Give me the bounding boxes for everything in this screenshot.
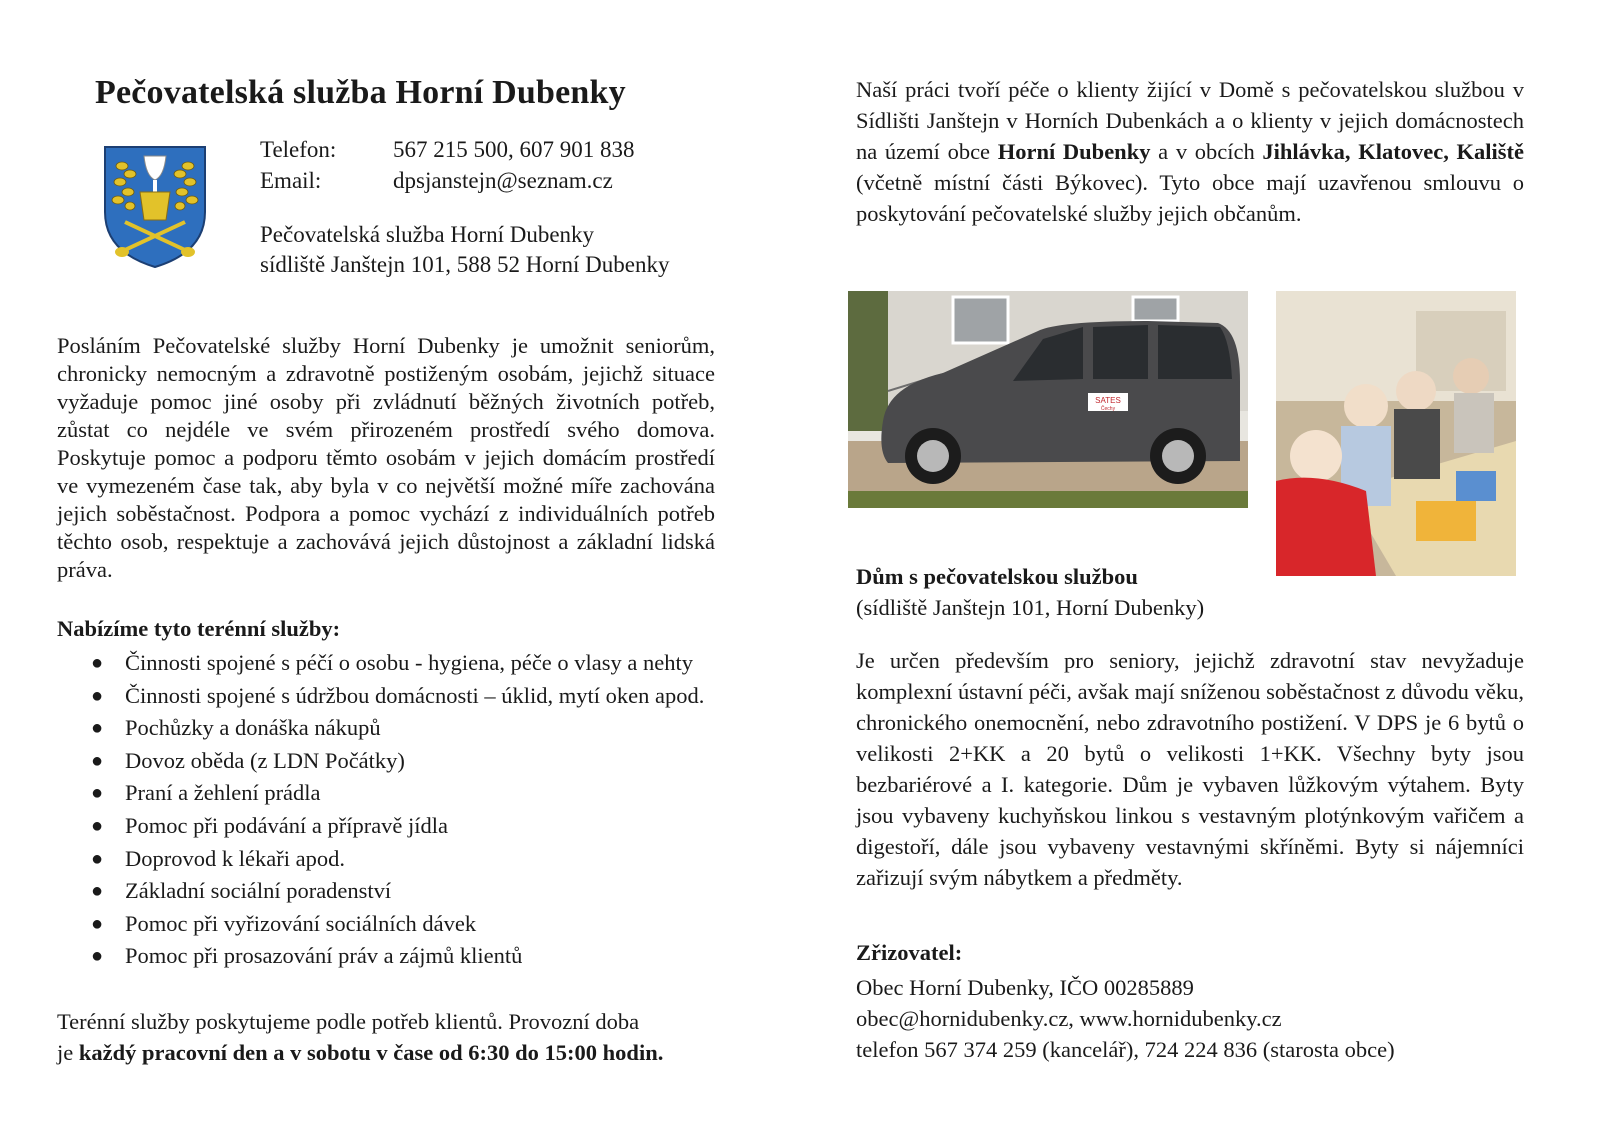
- photo-caption-subtitle: (sídliště Janštejn 101, Horní Dubenky): [856, 595, 1205, 620]
- list-item: ● Činnosti spojené s údržbou domácnosti – úklid, mytí oken apod.: [91, 682, 705, 708]
- address-block: [260, 220, 670, 280]
- bullet-icon: ●: [91, 782, 104, 805]
- opening-hours-bold: každý pracovní den a v sobotu v čase od 6:30 do 15:00 hodin.: [78, 1040, 664, 1065]
- bullet-icon: ●: [91, 847, 104, 870]
- phone-label: Telefon:: [260, 137, 337, 162]
- bullet-icon: ●: [91, 717, 104, 740]
- photo-caption-title: Dům s pečovatelskou službou: [856, 564, 1138, 589]
- van-sign-subtext: Čechy: [1100, 406, 1116, 412]
- address-line-1: Pečovatelská služba Horní Dubenky: [260, 222, 595, 247]
- founder-line-2: obec@hornidubenky.cz, www.hornidubenky.cz: [856, 1006, 1282, 1031]
- email-label: Email:: [260, 168, 322, 193]
- phone-value: 567 215 500, 607 901 838: [393, 137, 635, 162]
- mission-paragraph: Posláním Pečovatelské služby Horní Dubenky je umožnit seniorům, chronicky nemocným a zdravotně postiženým osobám, jejichž situace vyžaduje pomoc jiné osoby při zvládnutí běžných životních potřeb, zůstat co nejdéle ve svém přirozeném prostředí svého domova. Poskytuje pomoc a podporu těmto osobám v jejich domácím prostředí ve vymezeném čase tak, aby byla v co největší možné míře zachována jejich soběstačnost. Podpora a pomoc vychází z individuálních potřeb těchto osob, respektuje a zachovává jejich důstojnost a základní lidská práva.: [57, 333, 715, 582]
- list-item: ● Pomoc při prosazování práv a zájmů klientů: [91, 943, 523, 969]
- dps-description-paragraph: Je určen především pro seniory, jejichž zdravotní stav nevyžaduje komplexní ústavní péči, avšak mají sníženou soběstačnost z důvodu věku, chronického onemocnění, nebo zdravotního postižení. V DPS je 6 bytů o velikosti 2+KK a 20 bytů o velikosti 1+KK. Všechny byty jsou bezbariérové a I. kategorie. Dům je vybaven lůžkovým výtahem. Byty jsou vybaveny kuchyňskou linkou s vestavným plotýnkovým vařičem a digestoří, dále jsou vybaveny vestavnými skříněmi. Byty si nájemníci zařizují svým nábytkem a předměty.: [856, 648, 1524, 890]
- bullet-icon: ●: [91, 945, 104, 968]
- van-sign-text: SATES: [1095, 396, 1121, 405]
- bullet-icon: ●: [91, 912, 104, 935]
- services-list: [57, 650, 737, 976]
- list-item: ● Pomoc při podávání a přípravě jídla: [91, 812, 449, 838]
- contact-block: [260, 134, 635, 196]
- seniors-activity-photo: [1276, 291, 1516, 576]
- list-item: ● Praní a žehlení prádla: [91, 780, 321, 806]
- founder-line-1: Obec Horní Dubenky, IČO 00285889: [856, 975, 1194, 1000]
- coat-of-arms-icon: [100, 142, 210, 272]
- founder-heading: Zřizovatel:: [856, 940, 963, 965]
- bullet-icon: ●: [91, 814, 104, 837]
- services-heading: Nabízíme tyto terénní služby:: [57, 616, 341, 641]
- intro-paragraph: Naší práci tvoří péče o klienty žijící v Domě s pečovatelskou službou v Sídlišti Janštejn v Horních Dubenkách a o klienty v jejich domácnostech na území obce Horní Dubenky a v obcích Jihlávka, Klatovec, Kaliště (včetně místní části Býkovec). Tyto obce mají uzavřenou smlouvu o poskytování pečovatelské služby jejich občanům.: [856, 77, 1525, 226]
- list-item: ● Činnosti spojené s péčí o osobu - hygiena, péče o vlasy a nehty: [91, 650, 694, 675]
- list-item: ● Doprovod k lékaři apod.: [91, 845, 345, 871]
- list-item: ● Pochůzky a donáška nákupů: [91, 715, 381, 741]
- page-title: Pečovatelská služba Horní Dubenky: [95, 74, 626, 111]
- bullet-icon: ●: [91, 880, 104, 903]
- opening-hours-paragraph: Terénní služby poskytujeme podle potřeb klientů. Provozní doba je každý pracovní den a v sobotu v čase od 6:30 do 15:00 hodin.: [57, 1009, 664, 1065]
- list-item: ● Dovoz oběda (z LDN Počátky): [91, 747, 405, 773]
- bullet-icon: ●: [91, 652, 104, 674]
- list-item: ● Základní sociální poradenství: [91, 878, 392, 904]
- van-photo: [848, 291, 1248, 508]
- founder-line-3: telefon 567 374 259 (kancelář), 724 224 836 (starosta obce): [856, 1037, 1395, 1062]
- list-item: ● Pomoc při vyřizování sociálních dávek: [91, 910, 477, 936]
- email-value: dpsjanstejn@seznam.cz: [393, 168, 613, 193]
- bullet-icon: ●: [91, 684, 104, 707]
- founder-block: [856, 972, 1395, 1065]
- bullet-icon: ●: [91, 749, 104, 772]
- address-line-2: sídliště Janštejn 101, 588 52 Horní Dubenky: [260, 252, 670, 277]
